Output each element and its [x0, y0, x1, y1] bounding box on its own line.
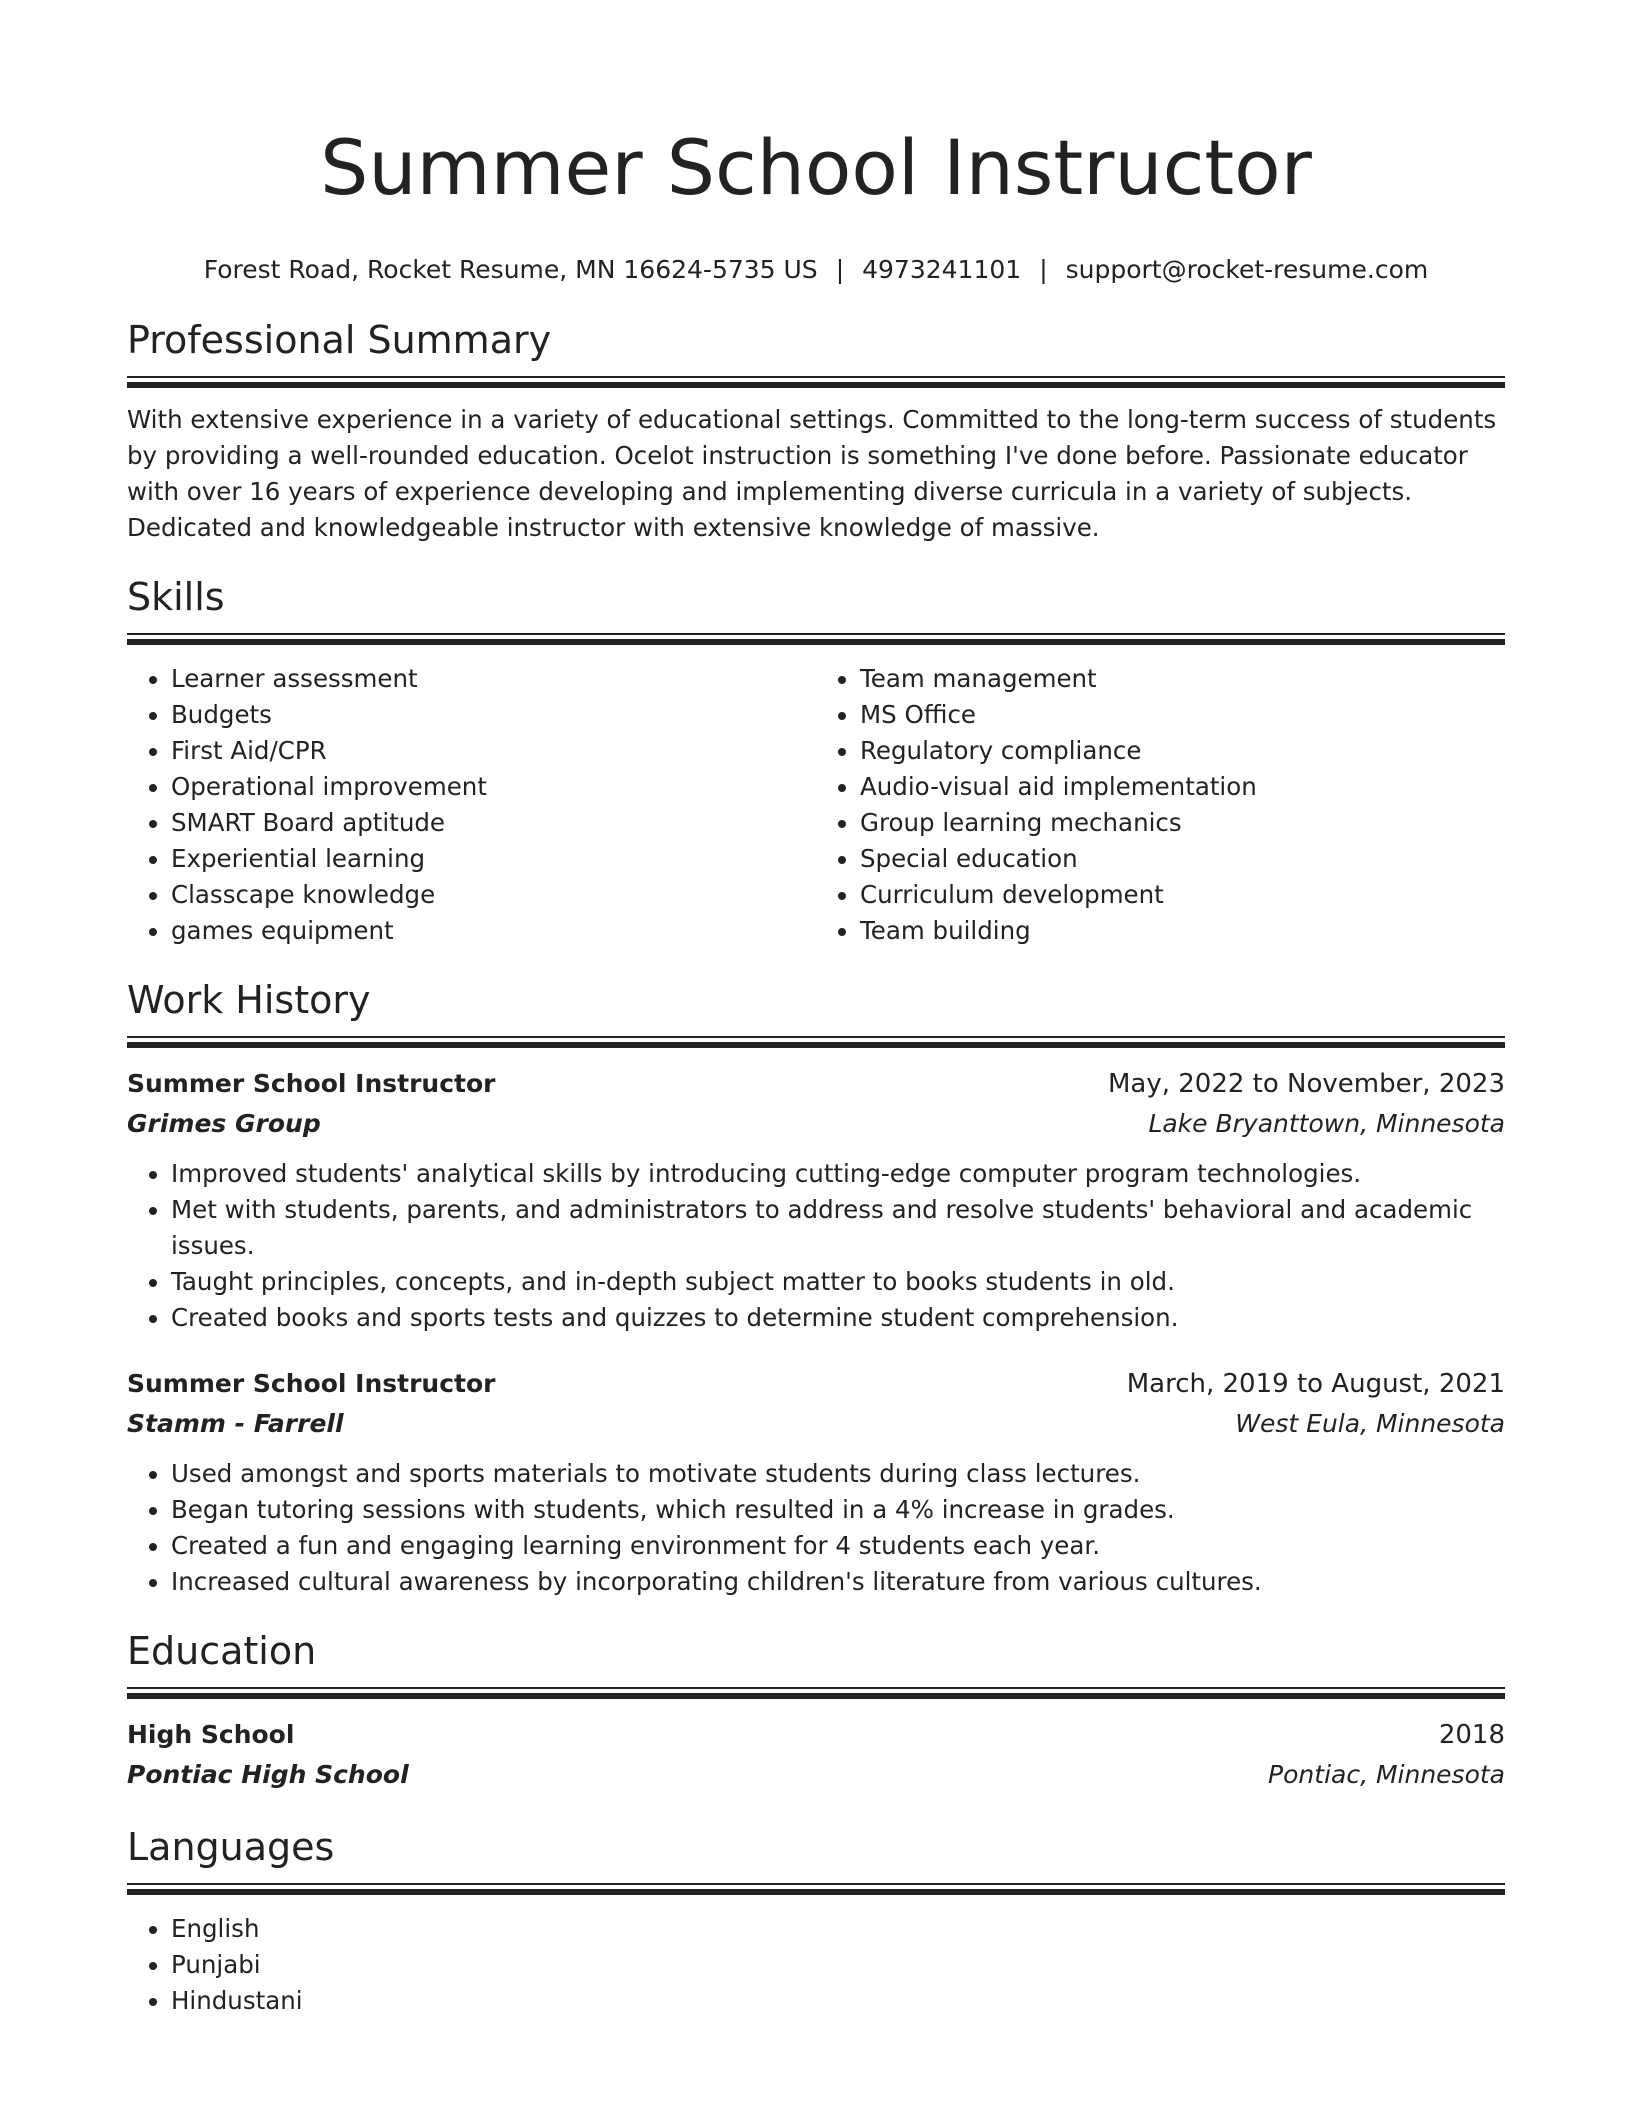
- skills-list-left: [127, 661, 816, 949]
- education-school-row: [127, 1755, 1505, 1795]
- skill-item: • Audio-visual aid implementation: [860, 769, 1505, 805]
- languages-section: [127, 1823, 1505, 2019]
- section-divider: [127, 1036, 1505, 1048]
- skill-item: • Special education: [860, 841, 1505, 877]
- skill-item: • Classcape knowledge: [171, 877, 816, 913]
- language-item: • Hindustani: [171, 1983, 1505, 2019]
- languages-list: [127, 1911, 1505, 2019]
- job-bullet: • Created books and sports tests and quizzes to determine student comprehension.: [171, 1300, 1505, 1336]
- skill-item: • Experiential learning: [171, 841, 816, 877]
- job-bullets: [127, 1156, 1505, 1336]
- job-bullet: • Created a fun and engaging learning environment for 4 students each year.: [171, 1528, 1505, 1564]
- contact-email: support@rocket-resume.com: [1065, 255, 1429, 284]
- education-location: Pontiac, Minnesota: [1268, 1760, 1505, 1789]
- job-bullet: • Taught principles, concepts, and in-depth subject matter to books students in old.: [171, 1264, 1505, 1300]
- job-company: Grimes Group: [127, 1109, 321, 1138]
- section-title-education: Education: [127, 1629, 317, 1673]
- job-company-row: [127, 1104, 1505, 1144]
- skill-item: • First Aid/CPR: [171, 733, 816, 769]
- job-company-row: [127, 1404, 1505, 1444]
- education-section: [127, 1627, 1505, 1795]
- job-header-row: [127, 1064, 1505, 1104]
- section-title-summary: Professional Summary: [127, 318, 552, 362]
- skill-item: • Learner assessment: [171, 661, 816, 697]
- section-title-languages: Languages: [127, 1825, 335, 1869]
- job-location: Lake Bryanttown, Minnesota: [1148, 1109, 1505, 1138]
- summary-text: With extensive experience in a variety of educational settings. Committed to the long-term success of students by providing a well-rounded education. Ocelot instruction is something I've done before. Passionate educator with over 16 years of experience developing and implementing diverse curricula in a variety of subjects. Dedicated and knowledgeable instructor with extensive knowledge of massive.: [127, 405, 1497, 542]
- job-entry: [127, 1064, 1505, 1336]
- job-bullet: • Began tutoring sessions with students, which resulted in a 4% increase in grades.: [171, 1492, 1505, 1528]
- section-divider: [127, 633, 1505, 645]
- skill-item: • Group learning mechanics: [860, 805, 1505, 841]
- job-company: Stamm - Farrell: [127, 1409, 344, 1438]
- language-item: • Punjabi: [171, 1947, 1505, 1983]
- skill-item: • Team building: [860, 913, 1505, 949]
- section-divider: [127, 1687, 1505, 1699]
- job-location: West Eula, Minnesota: [1235, 1409, 1505, 1438]
- contact-separator: |: [835, 255, 845, 284]
- skills-list-right: [816, 661, 1505, 949]
- skills-section: [127, 573, 1505, 949]
- section-divider: [127, 376, 1505, 388]
- skill-item: • Regulatory compliance: [860, 733, 1505, 769]
- education-year: 2018: [1438, 1720, 1505, 1750]
- job-entry: [127, 1364, 1505, 1600]
- contact-separator: |: [1039, 255, 1048, 284]
- resume-name: Summer School Instructor: [320, 123, 1312, 212]
- skill-item: • Operational improvement: [171, 769, 816, 805]
- work-section: [127, 976, 1505, 1600]
- skill-item: • Curriculum development: [860, 877, 1505, 913]
- skill-item: • MS Office: [860, 697, 1505, 733]
- language-item: • English: [171, 1911, 1505, 1947]
- skill-item: • Team management: [860, 661, 1505, 697]
- job-dates: May, 2022 to November, 2023: [1107, 1069, 1505, 1099]
- contact-phone: 4973241101: [862, 255, 1022, 284]
- contact-address: Forest Road, Rocket Resume, MN 16624-5735 US: [203, 255, 818, 284]
- job-title: Summer School Instructor: [127, 1069, 496, 1098]
- section-title-skills: Skills: [127, 575, 225, 619]
- section-title-work: Work History: [127, 978, 371, 1022]
- education-school: Pontiac High School: [127, 1760, 409, 1789]
- job-header-row: [127, 1364, 1505, 1404]
- summary-section: [127, 316, 1505, 546]
- job-title: Summer School Instructor: [127, 1369, 496, 1398]
- education-degree: High School: [127, 1720, 295, 1749]
- contact-line: [127, 254, 1505, 286]
- job-dates: March, 2019 to August, 2021: [1126, 1369, 1505, 1399]
- job-bullet: • Improved students' analytical skills by introducing cutting-edge computer program technologies.: [171, 1156, 1505, 1192]
- job-bullets: [127, 1456, 1505, 1600]
- skill-item: • SMART Board aptitude: [171, 805, 816, 841]
- education-header-row: [127, 1715, 1505, 1755]
- section-divider: [127, 1883, 1505, 1895]
- education-entry: [127, 1715, 1505, 1795]
- skill-item: • Budgets: [171, 697, 816, 733]
- job-bullet: • Met with students, parents, and administrators to address and resolve students' behavioral and academic issues.: [171, 1192, 1505, 1264]
- skill-item: • games equipment: [171, 913, 816, 949]
- skills-grid: [127, 661, 1505, 949]
- job-bullet: • Increased cultural awareness by incorporating children's literature from various cultures.: [171, 1564, 1505, 1600]
- job-bullet: • Used amongst and sports materials to motivate students during class lectures.: [171, 1456, 1505, 1492]
